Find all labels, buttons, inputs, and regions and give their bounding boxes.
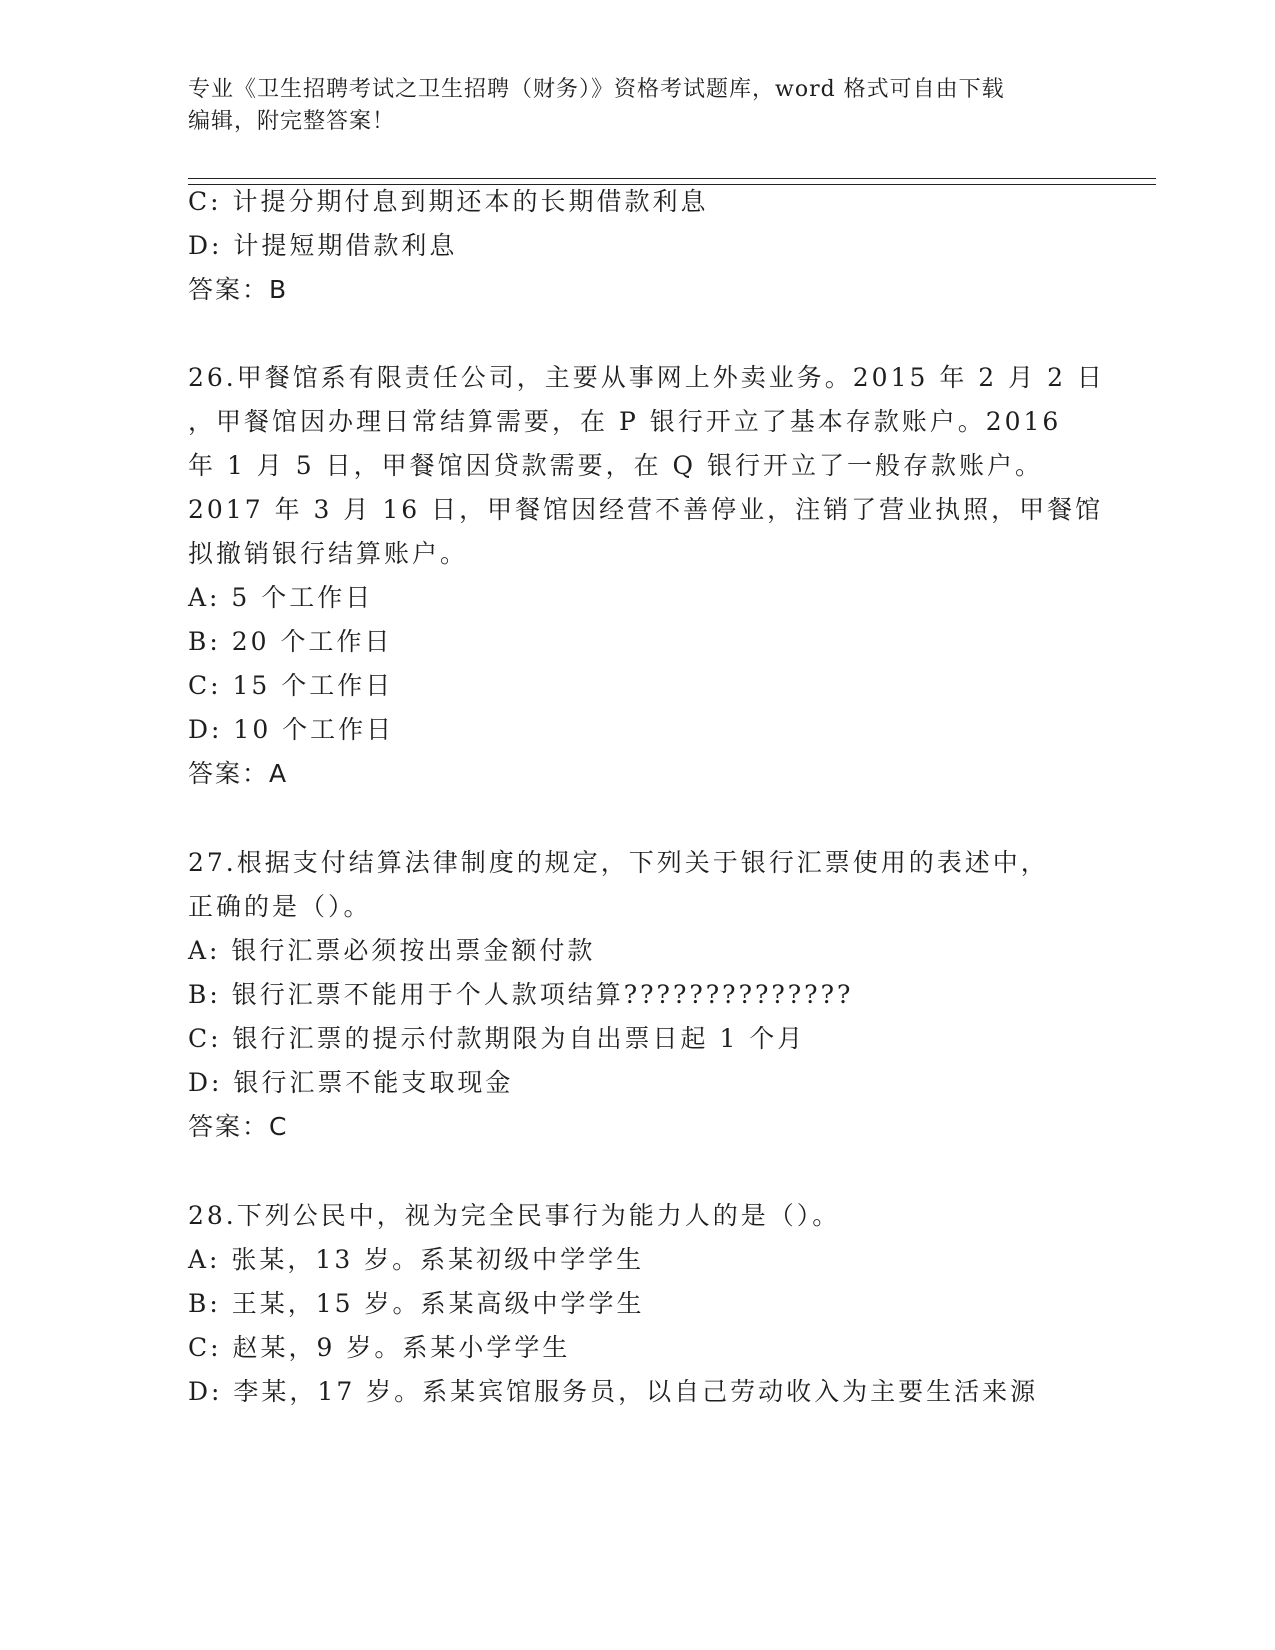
prev-question-option-d: D: 计提短期借款利息 xyxy=(188,231,458,260)
q28-option-d: D: 李某，17 岁。系某宾馆服务员，以自己劳动收入为主要生活来源 xyxy=(188,1377,1039,1406)
header-line-1: 专业《卫生招聘考试之卫生招聘（财务）》资格考试题库，word 格式可自由下载 xyxy=(188,77,1005,102)
q27-answer: 答案：C xyxy=(188,1112,289,1141)
header-divider-top xyxy=(188,178,1156,179)
q26-option-c: C: 15 个工作日 xyxy=(188,671,394,700)
q28-option-b: B: 王某，15 岁。系某高级中学学生 xyxy=(188,1289,645,1318)
q26-stem-line-5: 拟撤销银行结算账户。 xyxy=(188,539,469,568)
q27-option-a: A: 银行汇票必须按出票金额付款 xyxy=(188,936,596,965)
q27-stem-line-2: 正确的是（）。 xyxy=(188,892,372,921)
prev-question-answer: 答案：B xyxy=(188,275,289,304)
q26-option-a: A: 5 个工作日 xyxy=(188,583,374,612)
q26-stem-line-1: 26.甲餐馆系有限责任公司，主要从事网上外卖业务。2015 年 2 月 2 日 xyxy=(188,363,1105,392)
header-line-2: 编辑，附完整答案！ xyxy=(188,109,396,134)
q28-stem-line-1: 28.下列公民中，视为完全民事行为能力人的是（）。 xyxy=(188,1201,841,1230)
header-divider-bottom xyxy=(188,184,1156,185)
q26-stem-line-2: ，甲餐馆因办理日常结算需要，在 P 银行开立了基本存款账户。2016 xyxy=(188,407,1062,436)
q27-option-b: B: 银行汇票不能用于个人款项结算?????????????? xyxy=(188,980,854,1009)
q28-option-c: C: 赵某，9 岁。系某小学学生 xyxy=(188,1333,571,1362)
q27-option-d: D: 银行汇票不能支取现金 xyxy=(188,1068,514,1097)
q26-answer: 答案：A xyxy=(188,759,289,788)
q26-option-b: B: 20 个工作日 xyxy=(188,627,393,656)
q26-option-d: D: 10 个工作日 xyxy=(188,715,395,744)
q27-stem-line-1: 27.根据支付结算法律制度的规定，下列关于银行汇票使用的表述中， xyxy=(188,848,1049,877)
q26-stem-line-4: 2017 年 3 月 16 日，甲餐馆因经营不善停业，注销了营业执照，甲餐馆 xyxy=(188,495,1104,524)
document-header xyxy=(188,74,1088,138)
q27-option-c: C: 银行汇票的提示付款期限为自出票日起 1 个月 xyxy=(188,1024,806,1053)
q28-option-a: A: 张某，13 岁。系某初级中学学生 xyxy=(188,1245,645,1274)
prev-question-option-c: C: 计提分期付息到期还本的长期借款利息 xyxy=(188,187,709,216)
q26-stem-line-3: 年 1 月 5 日，甲餐馆因贷款需要，在 Q 银行开立了一般存款账户。 xyxy=(188,451,1043,480)
